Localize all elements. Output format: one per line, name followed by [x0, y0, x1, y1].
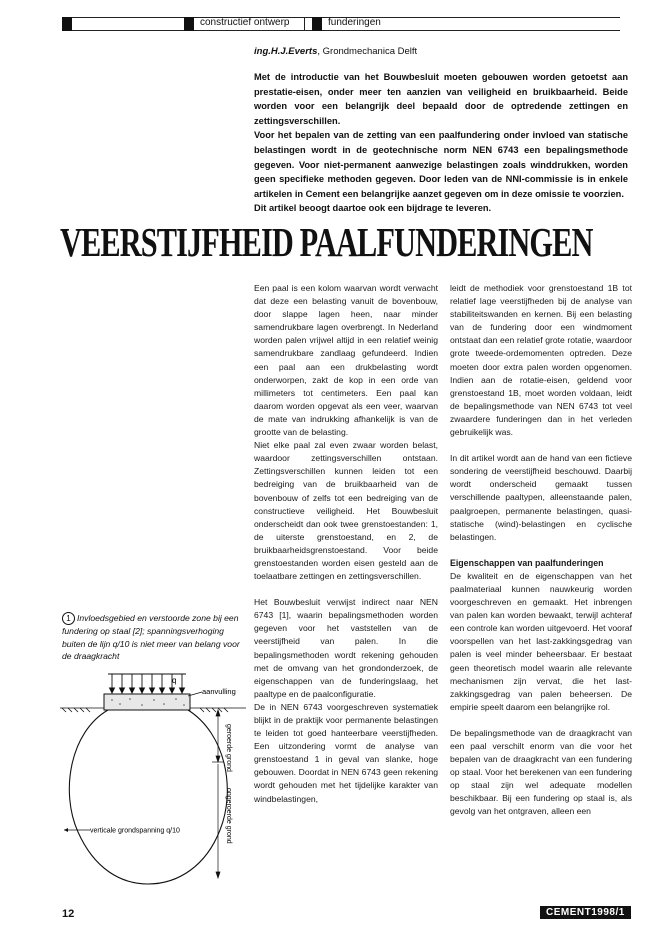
body-paragraph: De bepalingsmethode van de draagkracht van een paal verschilt enorm van die voor het bepalen van de draagkracht van een fundering op staal. Voor het berekenen van een fundering op staal zijn wel adequate modellen beschikbaar. Bij een fundering op staal is, als gevolg van het ontgraven, alleen een — [450, 727, 632, 817]
label-aanvulling: aanvulling — [202, 687, 236, 696]
foundation-diagram — [60, 672, 246, 886]
label-vertical-stress: verticale grondspanning q/10 — [90, 827, 180, 835]
intro-paragraph: Voor het bepalen van de zetting van een paalfundering onder invloed van statische belastingen wordt in de geotechnische norm NEN 6743 een bepalingsmethode gegeven. Voor niet-permanent aanwezige belastingen zoals winddrukken, worden geen specifieke methoden gegeven. Door leden van de NNI-commissie is in enkele artikelen in Cement een belangrijke aanzet gegeven om in deze omissie te voorzien. — [254, 130, 628, 199]
body-paragraph: Het Bouwbesluit verwijst indirect naar NEN 6743 [1], waarin bepalingsmethoden worden gegeven voor het vaststellen van de veerstijfheid van palen. In die bepalingsmethoden wordt rekening gehouden met de omvang van het grondonderzoek, de eigenschappen van de funderingslaag, het paaltype en de paalconfiguratie. — [254, 597, 438, 699]
page-number: 12 — [62, 908, 75, 920]
body-paragraph: Niet elke paal zal even zwaar worden belast, waardoor zettingsverschillen ontstaan. Zettingsverschillen kunnen leiden tot een bedreiging van de bruikbaarheid van de bovenbouw of zelfs tot een bedreiging van de constructieve veiligheid. Het Bouwbesluit onderscheidt dan ook twee grenstoestanden: 1, de uiterste grenstoestand, en 2, de bruikbaarheidsgrenstoestand. Voor beide grenstoestanden worden eisen gesteld aan de toelaatbare zettingen en zettingsverschillen. — [254, 440, 438, 582]
journal-badge: CEMENT1998/1 — [540, 906, 631, 919]
figure-number: 1 — [62, 612, 75, 625]
dimension-ongeroerde — [216, 764, 220, 878]
author-line — [254, 46, 417, 57]
intro-paragraph: Met de introductie van het Bouwbesluit moeten gebouwen worden getoetst aan prestatie-eisen, onder meer ten aanzien van veiligheid en bruikbaarheid. Beide worden voor een belangrijk deel bepaald door de optredende zettingen en zettingsverschillen. — [254, 72, 628, 126]
body-paragraph: leidt de methodiek voor grenstoestand 1B tot relatief lage veerstijfheden bij de analyse van stabiliteitswanden en kernen. Bij een belasting van de fundering door een windmoment ontstaat dan een relatief grote rotatie, waardoor grote tweede-ordemomenten optreden. Deze moeten door extra palen worden opgenomen. Indien aan de rotatie-eisen, geldend voor grenstoestand 1B, moet worden voldaan, leidt de bepalingsmethode van NEN 6743 tot veel zwaardere funderingen dan in het verleden gebruikelijk was. — [450, 283, 632, 438]
footing-block — [104, 694, 190, 710]
author-name: ing.H.J.Everts — [254, 46, 318, 57]
leader-arrowhead — [64, 828, 68, 832]
header-marker-left — [62, 17, 72, 31]
header-topic-label: funderingen — [328, 17, 381, 28]
figure-caption-text: Invloedsgebied en verstoorde zone bij een fundering op staal [2]; spanningsverhoging buiten de lijn q/10 is niet meer van belang voor de draagkracht — [62, 613, 240, 662]
article-title: VEERSTIJFHEID PAALFUNDERINGEN — [60, 219, 593, 265]
intro-block — [254, 70, 628, 216]
header-marker-topic — [312, 17, 322, 31]
label-q: q — [172, 676, 177, 685]
body-paragraph: Een paal is een kolom waarvan wordt verwacht dat deze een belasting vanuit de bovenbouw, door slappe lagen heen, naar minder samendrukbare lagen overbrengt. In Nederland worden palen vrijwel altijd in een relatief weinig samendrukbare zandlaag gefundeerd. Indien een paal aan een drukbelasting wordt onderworpen, zakt de kop in een orde van millimeters tot centimeters. Een paal kan daarom worden opgevat als een veer, waarvan de mate van indrukking afhankelijk is van de grootte van de belasting. — [254, 283, 438, 438]
author-affiliation: , Grondmechanica Delft — [317, 46, 418, 57]
header-marker-section — [184, 17, 194, 31]
label-ongeroerde-grond: ongeroerde grond — [225, 788, 232, 844]
label-geroerde-grond: geroerde grond — [225, 724, 232, 772]
body-paragraph: De in NEN 6743 voorgeschreven systematiek blijkt in de praktijk voor permanente belastingen te leiden tot goed hanteerbare veerstijfheden. Een uitzondering vormt de analyse van grenstoestand 1 in geval van slanke, hoge gebouwen. Doordat in NEN 6743 geen rekening wordt gehouden met het tijdelijke karakter van windbelastingen, — [254, 701, 438, 804]
stress-bulb-outline — [69, 710, 227, 884]
body-paragraph: De kwaliteit en de eigenschappen van het paalmateriaal kunnen nauwkeurig worden voorgeschreven en gemaakt. Het inbrengen van palen kan worden bewaakt, terwijl achteraf een controle kan worden uitgevoerd. Het vooraf voorspellen van het last-zakkingsgedrag van palen is veel minder beheersbaar. Er bestaat geen theoretisch model waarin alle relevante mechanismen zijn vervat, die het last-zakkingsgedrag van palen beheersen. De empirie speelt daarom een belangrijke rol. — [450, 570, 632, 712]
header-separator — [304, 17, 305, 31]
intro-paragraph: Dit artikel beoogt daartoe ook een bijdrage te leveren. — [254, 203, 492, 214]
body-column-right — [450, 282, 632, 832]
figure-caption — [62, 612, 246, 663]
body-paragraph: In dit artikel wordt aan de hand van een fictieve sondering de veerstijfheid beschouwd. Daarbij wordt onderscheid gemaakt tussen verschillende paaltypen, alleenstaande palen, paalgroepen, permanente belastingen, quasi-statische (wind)-belastingen en cyclische belastingen. — [450, 453, 632, 542]
section-heading: Eigenschappen van paalfunderingen — [450, 557, 604, 568]
header-section-label: constructief ontwerp — [200, 17, 290, 28]
body-column-middle — [254, 282, 438, 819]
